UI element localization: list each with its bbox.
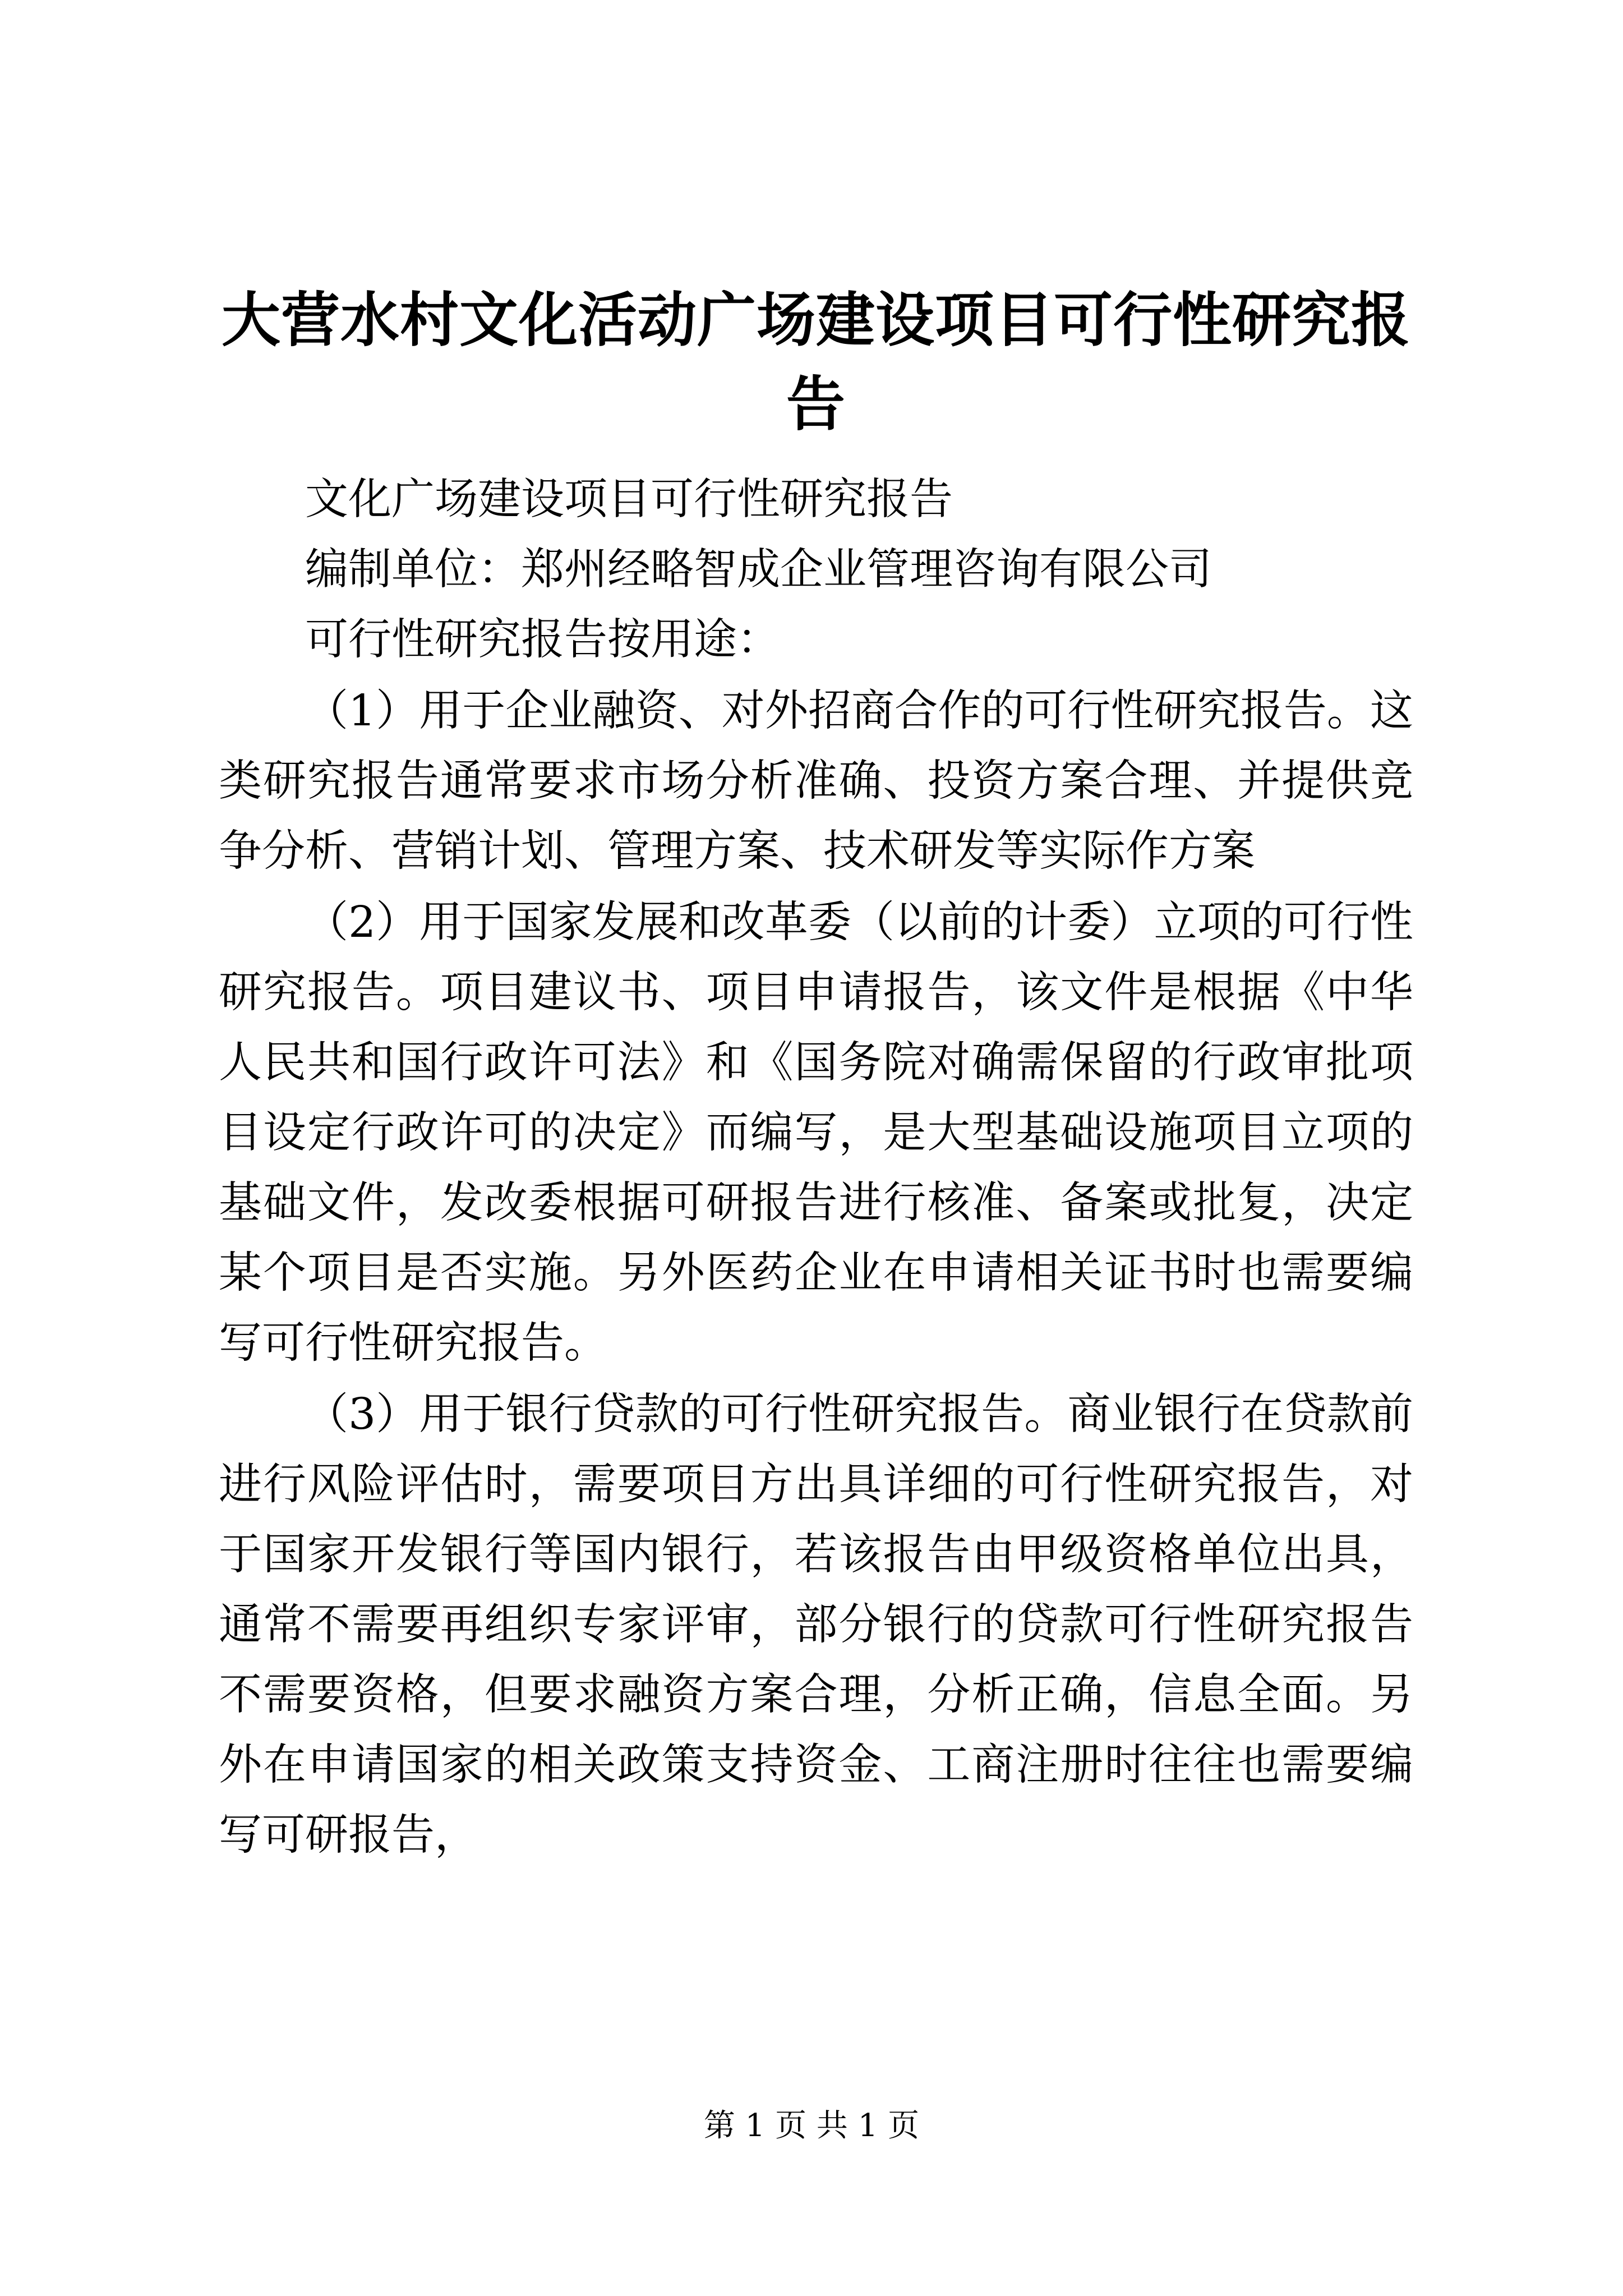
page-footer: 第 1 页 共 1 页	[703, 2108, 920, 2144]
document-body	[219, 464, 1413, 1870]
paragraph-usage-3: （3）用于银行贷款的可行性研究报告。商业银行在贷款前进行风险评估时，需要项目方出具详细的可行性研究报告，对于国家开发银行等国内银行，若该报告由甲级资格单位出具，通常不需要再组织专家评审，部分银行的贷款可行性研究报告不需要资格，但要求融资方案合理，分析正确，信息全面。另外在申请国家的相关政策支持资金、工商注册时往往也需要编写可研报告，	[219, 1389, 1413, 1860]
paragraph-usage-2: （2）用于国家发展和改革委（以前的计委）立项的可行性研究报告。项目建议书、项目申请报告，该文件是根据《中华人民共和国行政许可法》和《国务院对确需保留的行政审批项目设定行政许可的决定》而编写，是大型基础设施项目立项的基础文件，发改委根据可研报告进行核准、备案或批复，决定某个项目是否实施。另外医药企业在申请相关证书时也需要编写可行性研究报告。	[219, 898, 1413, 1368]
paragraph-usage-1: （1）用于企业融资、对外招商合作的可行性研究报告。这类研究报告通常要求市场分析准确、投资方案合理、并提供竞争分析、营销计划、管理方案、技术研发等实际作方案	[219, 686, 1413, 876]
paragraph-subtitle: 文化广场建设项目可行性研究报告	[305, 475, 953, 524]
paragraph-usage-heading: 可行性研究报告按用途：	[305, 615, 780, 665]
paragraph-author-unit: 编制单位：郑州经略智成企业管理咨询有限公司	[305, 545, 1212, 595]
document-title: 大营水村文化活动广场建设项目可行性研究报告	[221, 285, 1410, 439]
